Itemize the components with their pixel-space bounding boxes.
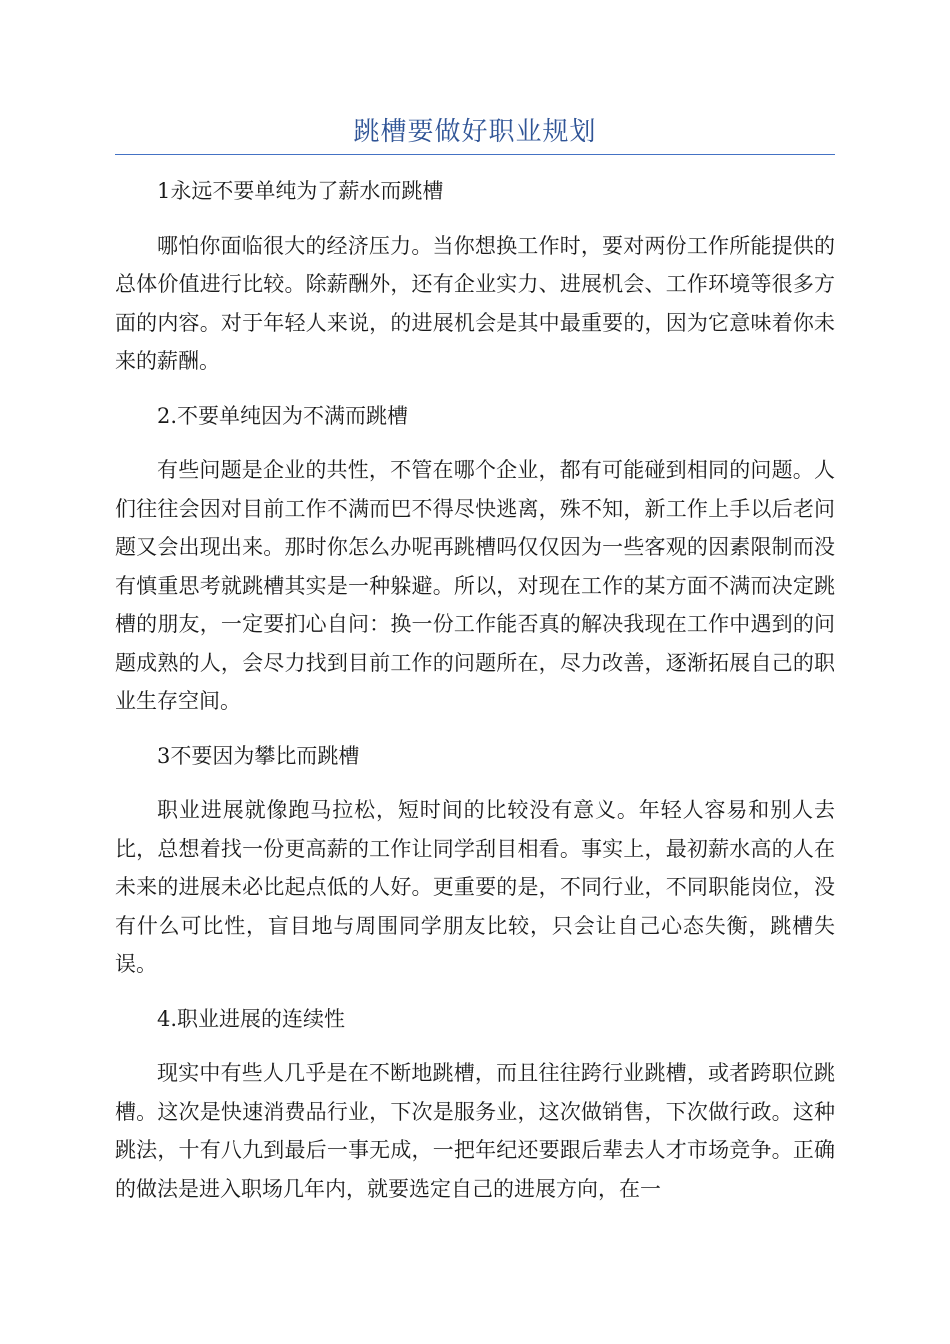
document-title: 跳槽要做好职业规划: [353, 117, 597, 147]
section-paragraph-3: 职业进展就像跑马拉松，短时间的比较没有意义。年轻人容易和别人去比，总想着找一份更高薪的工作让同学刮目相看。事实上，最初薪水高的人在未来的进展未必比起点低的人好。更重要的是，不同行业，不同职能岗位，没有什么可比性，盲目地与周围同学朋友比较，只会让自己心态失衡，跳槽失误。: [115, 798, 835, 976]
section-paragraph-1: 哪怕你面临很大的经济压力。当你想换工作时，要对两份工作所能提供的总体价值进行比较。除薪酬外，还有企业实力、进展机会、工作环境等很多方面的内容。对于年轻人来说，的进展机会是其中最重要的，因为它意味着你未来的薪酬。: [115, 233, 835, 373]
document-body: [115, 172, 835, 1224]
section-heading-3: 3不要因为攀比而跳槽: [157, 743, 360, 768]
section-heading-1: 1永远不要单纯为了薪水而跳槽: [157, 179, 444, 203]
section-heading-2: 2.不要单纯因为不满而跳槽: [157, 403, 409, 428]
section-paragraph-4: 现实中有些人几乎是在不断地跳槽，而且往往跨行业跳槽，或者跨职位跳槽。这次是快速消费品行业，下次是服务业，这次做销售，下次做行政。这种跳法，十有八九到最后一事无成，一把年纪还要跟后辈去人才市场竞争。正确的做法是进入职场几年内，就要选定自己的进展方向，在一: [115, 1061, 835, 1201]
section-heading-4: 4.职业进展的连续性: [157, 1006, 346, 1031]
title-underline: [115, 154, 835, 155]
section-paragraph-2: 有些问题是企业的共性，不管在哪个企业，都有可能碰到相同的问题。人们往往会因对目前工作不满而巴不得尽快逃离，殊不知，新工作上手以后老问题又会出现出来。那时你怎么办呢再跳槽吗仅仅因为一些客观的因素限制而没有慎重思考就跳槽其实是一种躲避。所以，对现在工作的某方面不满而决定跳槽的朋友，一定要扪心自问：换一份工作能否真的解决我现在工作中遇到的问题成熟的人，会尽力找到目前工作的问题所在，尽力改善，逐渐拓展自己的职业生存空间。: [115, 458, 835, 713]
